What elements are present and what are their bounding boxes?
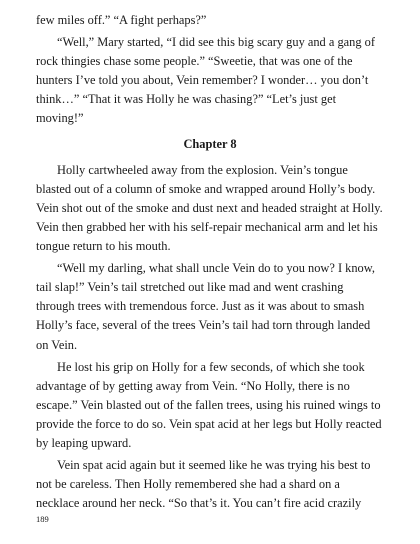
chapter-heading: Chapter 8 bbox=[183, 136, 237, 151]
body-text bbox=[36, 11, 384, 516]
paragraph: Holly cartwheeled away from the explosion. Vein’s tongue blasted out of a column of smoke and wrapped around Holly’s body. Vein shot out of the smoke and dust next and headed straight at Holly. Vein then grabbed her with his self-repair mechanical arm and let his tongue return to his mouth. bbox=[36, 162, 383, 254]
paragraph: “Well,” Mary started, “I did see this big scary guy and a gang of rock thingies chase some people.” “Sweetie, that was one of the hunters I’ve told you about, Vein remember? I wonder… you don’t think…” “That it was Holly he was chasing?” “Let’s just get moving!” bbox=[36, 35, 375, 126]
page-number: 189 bbox=[36, 514, 49, 524]
paragraph: He lost his grip on Holly for a few seconds, of which she took advantage of by getting away from Vein. “No Holly, there is no escape.” Vein blasted out of the fallen trees, using his ruined wings to provide the force to do so. Vein spat acid at her legs but Holly reacted by leaping upward. bbox=[36, 359, 382, 450]
paragraph: “Well my darling, what shall uncle Vein do to you now? I know, tail slap!” Vein’s tail stretched out like mad and went crashing through trees with tremendous force. Just as it was about to smash Holly’s face, several of the trees Vein’s tail had torn through landed on Vein. bbox=[36, 261, 375, 352]
paragraph: Vein spat acid again but it seemed like he was trying his best to not be careless. Then Holly remembered she had a shard on a necklace around her neck. “So that’s it. You can’t fire acid crazily bbox=[36, 458, 371, 511]
paragraph-continuation: few miles off.” “A fight perhaps?” bbox=[36, 13, 207, 27]
